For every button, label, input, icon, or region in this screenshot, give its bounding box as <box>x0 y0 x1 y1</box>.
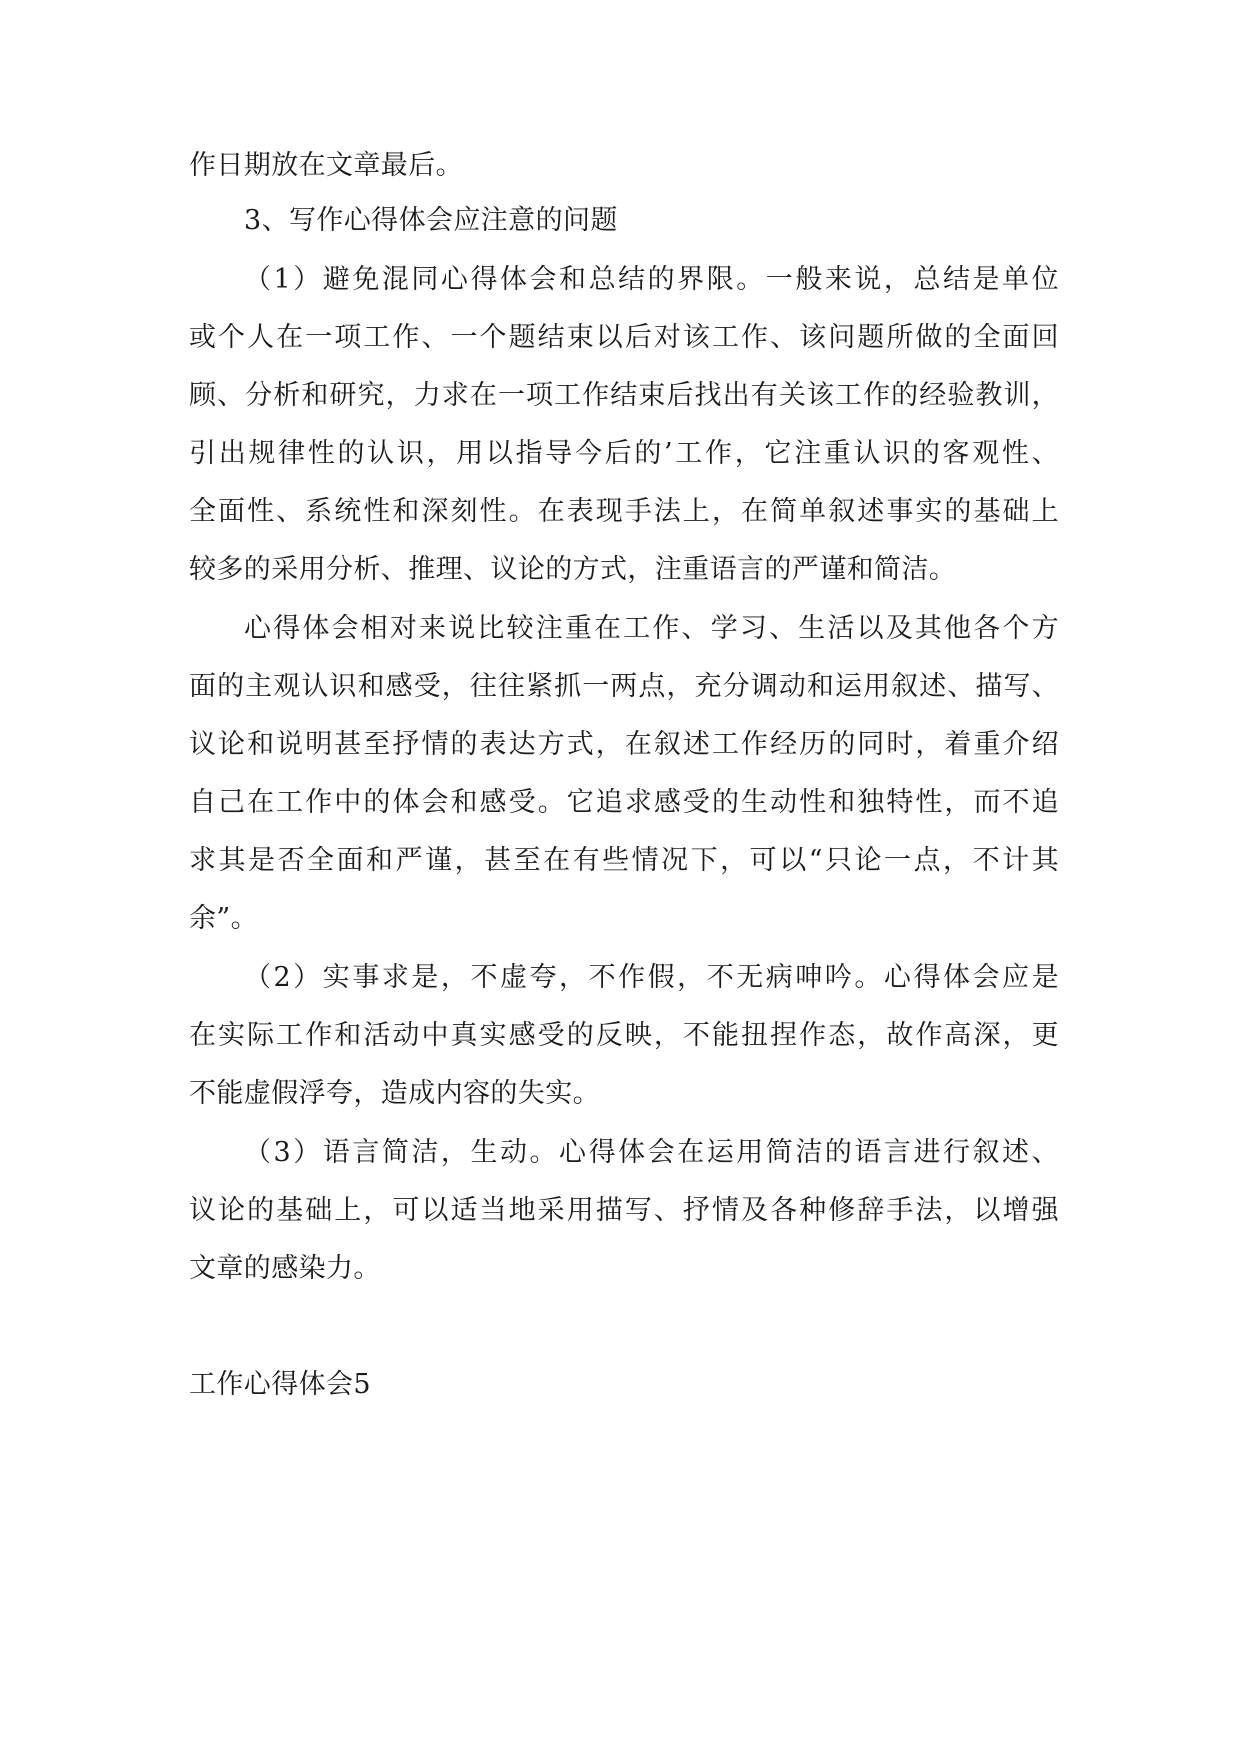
paragraph-line: 顾、分析和研究，力求在一项工作结束后找出有关该工作的经验教训， <box>189 380 1059 411</box>
paragraph-line: 较多的采用分析、推理、议论的方式，注重语言的严谨和简洁。 <box>189 554 957 585</box>
paragraph-line: 议论的基础上，可以适当地采用描写、抒情及各种修辞手法，以增强 <box>189 1195 1059 1226</box>
paragraph-line: 余”。 <box>189 903 259 934</box>
paragraph-line: （1）避免混同心得体会和总结的界限。一般来说，总结是单位 <box>244 264 1059 295</box>
paragraph-line: 求其是否全面和严谨，甚至在有些情况下，可以“只论一点，不计其 <box>189 845 1059 876</box>
next-section-title: 工作心得体会5 <box>189 1369 371 1400</box>
paragraph-line: 心得体会相对来说比较注重在工作、学习、生活以及其他各个方 <box>244 613 1059 644</box>
paragraph-line: 作日期放在文章最后。 <box>189 150 463 181</box>
paragraph-line: 议论和说明甚至抒情的表达方式，在叙述工作经历的同时，着重介绍 <box>189 729 1059 760</box>
paragraph-line: （3）语言简洁，生动。心得体会在运用简洁的语言进行叙述、 <box>244 1137 1059 1168</box>
section-heading: 3、写作心得体会应注意的问题 <box>244 205 618 236</box>
paragraph-line: （2）实事求是，不虚夸，不作假，不无病呻吟。心得体会应是 <box>244 962 1059 993</box>
paragraph-line: 不能虚假浮夸，造成内容的失实。 <box>189 1078 600 1109</box>
paragraph-line: 在实际工作和活动中真实感受的反映，不能扭捏作态，故作高深，更 <box>189 1020 1059 1051</box>
paragraph-line: 全面性、系统性和深刻性。在表现手法上，在简单叙述事实的基础上 <box>189 496 1059 527</box>
paragraph-line: 自己在工作中的体会和感受。它追求感受的生动性和独特性，而不追 <box>189 787 1059 818</box>
paragraph-line: 或个人在一项工作、一个题结束以后对该工作、该问题所做的全面回 <box>189 322 1059 353</box>
paragraph-line: 文章的感染力。 <box>189 1253 381 1284</box>
paragraph-line: 引出规律性的认识，用以指导今后的’工作，它注重认识的客观性、 <box>189 438 1059 469</box>
paragraph-line: 面的主观认识和感受，往往紧抓一两点，充分调动和运用叙述、描写、 <box>189 671 1059 702</box>
